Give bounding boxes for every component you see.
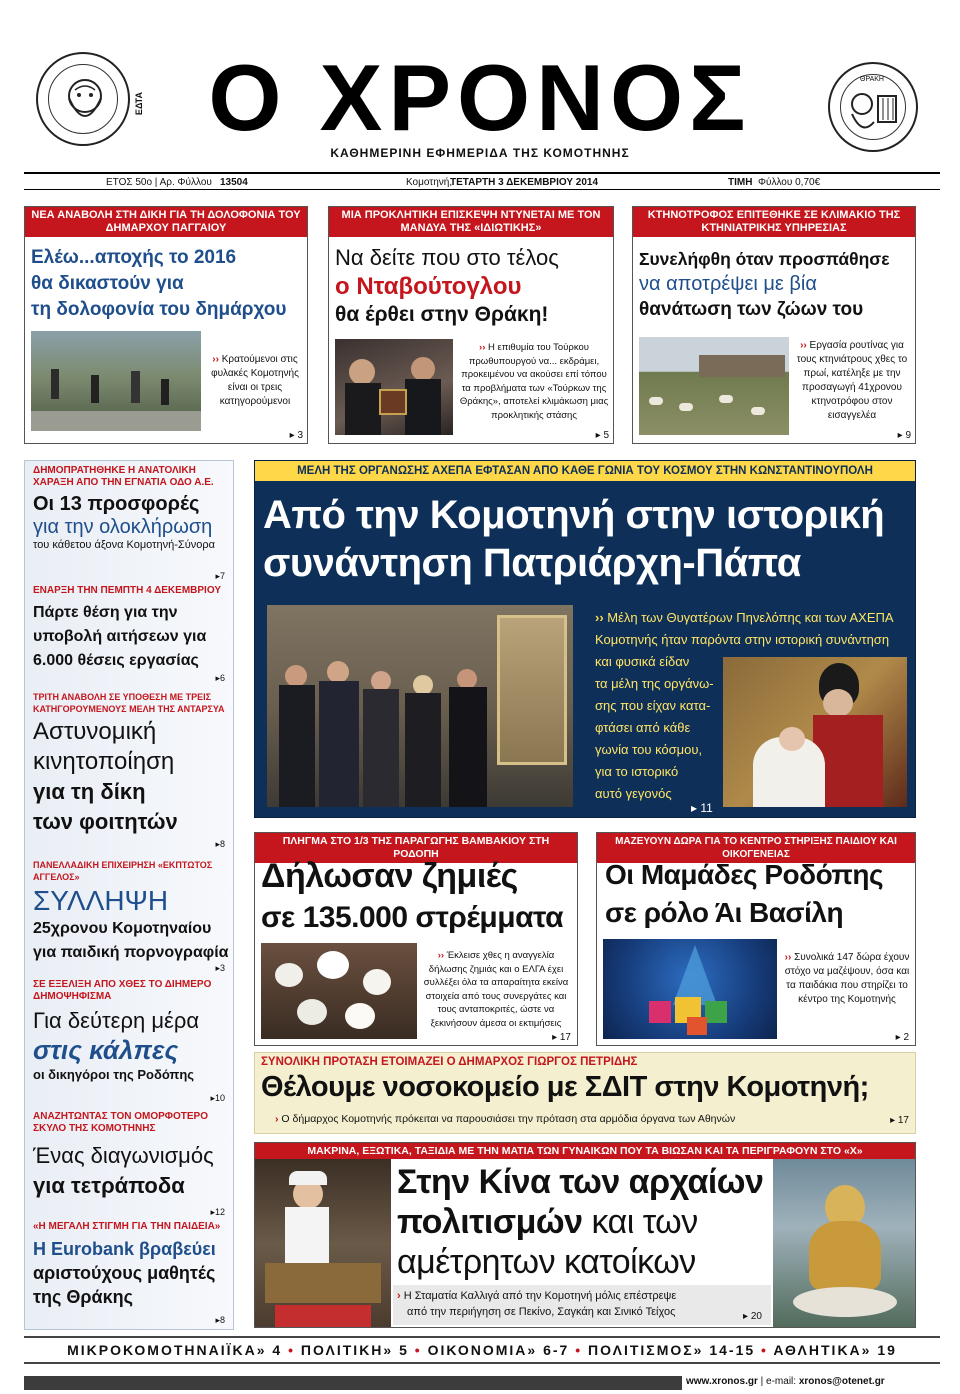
page-reference[interactable]: ▸ 11	[691, 801, 713, 815]
sidebar-line-2[interactable]: 25χρονου Κομοτηναίου	[33, 920, 212, 937]
red-arrow-icon: ›	[275, 1113, 282, 1125]
sidebar-line-2[interactable]: υποβολή αιτήσεων για	[33, 628, 207, 645]
nav-separator: •	[761, 1342, 774, 1358]
caption-line-2: Κομοτηνής ήταν παρόντα στην ιστορική συνάντηση	[595, 632, 890, 647]
patriarch-pope-photo	[723, 657, 907, 807]
caption-line-9: αυτό γεγονός	[595, 786, 672, 801]
cotton-photo	[261, 943, 417, 1039]
sidebar-line-3: οι δικηγόροι της Ροδόπης	[33, 1067, 195, 1082]
yellow-arrow-icon: ››	[595, 610, 608, 625]
story-summary: ›› Έκλεισε χθες η αναγγελία δήλωσης ζημιάς και ο ΕΛΓΑ έχει συλλέξει όλα τα απαραίτητα εκείνα στοιχεία από τους συνεργάτες και τους ανταποκριτές, ώστε να ξεκινήσουν άμεσα οι εκτιμήσεις	[423, 950, 569, 1029]
red-arrow-icon: ››	[800, 340, 810, 351]
buddha-statue-photo	[773, 1159, 916, 1328]
story-headline-1[interactable]: Δήλωσαν ζημιές	[261, 857, 518, 895]
masthead-subtitle: ΚΑΘΗΜΕΡΙΝΗ ΕΦΗΜΕΡΙΔΑ ΤΗΣ ΚΟΜΟΤΗΝΗΣ	[330, 146, 630, 160]
feature-headline[interactable]	[263, 491, 909, 587]
sidebar-kicker: ΑΝΑΖΗΤΩΝΤΑΣ ΤΟΝ ΟΜΟΡΦΟΤΕΡΟ ΣΚΥΛΟ ΤΗΣ ΚΟΜΟΤΗΝΗΣ	[33, 1111, 209, 1134]
email-link[interactable]: xronos@otenet.gr	[798, 1376, 885, 1387]
story-kicker: ΝΕΑ ΑΝΑΒΟΛΗ ΣΤΗ ΔΙΚΗ ΓΙΑ ΤΗ ΔΟΛΟΦΟΝΙΑ ΤΟΥ ΔΗΜΑΡΧΟΥ ΠΑΓΓΑΙΟΥ	[25, 207, 307, 237]
page-reference[interactable]: ▸ 20	[743, 1311, 762, 1322]
left-seal-logo	[36, 52, 130, 146]
story-headline[interactable]: Θέλουμε νοσοκομείο με ΣΔΙΤ στην Κομοτηνή;	[261, 1071, 869, 1103]
masthead-title[interactable]: Ο ΧΡΟΝΟΣ	[208, 45, 752, 150]
caption-line-3: και φυσικά είδαν	[595, 654, 690, 669]
sidebar-kicker: ΕΝΑΡΞΗ ΤΗΝ ΠΕΜΠΤΗ 4 ΔΕΚΕΜΒΡΙΟΥ	[33, 585, 221, 596]
red-arrow-icon: ››	[784, 952, 795, 963]
sidebar-kicker: «Η ΜΕΓΑΛΗ ΣΤΙΓΜΗ ΓΙΑ ΤΗΝ ΠΑΙΔΕΙΑ»	[33, 1221, 221, 1232]
sidebar-line-1[interactable]: Η Eurobank βραβεύει	[33, 1239, 216, 1259]
caption-line-1: ›› Μέλη των Θυγατέρων Πηνελόπης και των ΑΧΕΠΑ	[595, 610, 894, 625]
red-arrow-icon: ››	[479, 342, 489, 353]
price-value: Φύλλου 0,70€	[758, 177, 821, 188]
sidebar-line-1[interactable]: Οι 13 προσφορές	[33, 493, 200, 515]
story-summary: › Ο δήμαρχος Κομοτηνής πρόκειται να παρουσιάσει την πρόταση στα αρμόδια όργανα των Αθηνών	[275, 1113, 736, 1125]
nav-separator: •	[288, 1342, 301, 1358]
feature-headline-1[interactable]: Από την Κομοτηνή στην ιστορική	[263, 493, 885, 537]
sidebar-kicker: ΣΕ ΕΞΕΛΙΞΗ ΑΠΟ ΧΘΕΣ ΤΟ ΔΙΗΜΕΡΟ ΔΗΜΟΨΗΦΙΣΜΑ	[33, 979, 212, 1002]
sidebar-item-lawyers[interactable]	[33, 979, 229, 1107]
page-reference[interactable]: ▸12	[210, 1207, 225, 1217]
christmas-gifts-photo	[603, 939, 777, 1039]
page-reference[interactable]: ▸7	[215, 571, 225, 581]
sidebar-line-3: του κάθετου άξονα Κομοτηνή-Σύνορα	[33, 539, 215, 551]
page-reference[interactable]: ▸6	[215, 673, 225, 683]
story-summary: ›› Η επιθυμία του Τούρκου πρωθυπουργού να... εκδράμει, προκειμένου να ακούσει επί τόπου τα προβλήματα των «Τούρκων της Θράκης», αποτελεί κλιμάκωση μιας προκλητικής στάσης	[459, 342, 609, 421]
nav-item-politiki[interactable]: ΠΟΛΙΤΙΚΗ» 5	[300, 1342, 409, 1358]
story-kicker: ΣΥΝΟΛΙΚΗ ΠΡΟΤΑΣΗ ΕΤΟΙΜΑΖΕΙ Ο ΔΗΜΑΡΧΟΣ ΓΙΩΡΓΟΣ ΠΕΤΡΙΔΗΣ	[261, 1056, 638, 1068]
sidebar-line-2[interactable]: αριστούχους μαθητές	[33, 1263, 216, 1283]
story-headline-3[interactable]: θα έρθει στην Θράκη!	[335, 303, 549, 326]
sidebar-line-3[interactable]: της Θράκης	[33, 1287, 133, 1307]
story-headline-2[interactable]: θα δικαστούν για	[31, 273, 184, 294]
story-cotton-damages[interactable]	[254, 832, 578, 1046]
dateline-place: Κομοτηνή,	[406, 177, 453, 188]
story-hospital[interactable]	[254, 1052, 916, 1134]
left-side-label: ΕΔΤΑ	[134, 92, 144, 116]
sidebar-line-2[interactable]: στις κάλπες	[33, 1035, 179, 1065]
caption-line-4: τα μέλη της οργάνω-	[595, 676, 714, 691]
right-seal-label: ΘΡΑΚΗ	[860, 76, 884, 83]
story-headline-2[interactable]: σε 135.000 στρέμματα	[261, 901, 564, 934]
page-reference[interactable]: ▸8	[215, 1315, 225, 1325]
price-label: ΤΙΜΗ	[728, 177, 753, 188]
sidebar-kicker: ΔΗΜΟΠΡΑΤΗΘΗΚΕ Η ΑΝΑΤΟΛΙΚΗ ΧΑΡΑΞΗ ΑΠΟ ΤΗΝ ΕΓΝΑΤΙΑ ΟΔΟ Α.Ε.	[33, 465, 214, 488]
left-sidebar	[24, 460, 234, 1330]
story-kicker: ΚΤΗΝΟΤΡΟΦΟΣ ΕΠΙΤΕΘΗΚΕ ΣΕ ΚΛΙΜΑΚΙΟ ΤΗΣ ΚΤΗΝΙΑΤΡΙΚΗΣ ΥΠΗΡΕΣΙΑΣ	[633, 207, 915, 237]
caption-line-6: φτάσει από κάθε	[595, 720, 691, 735]
story-headline-1[interactable]: Στην Κίνα των αρχαίων	[397, 1163, 764, 1201]
sidebar-item-jobs[interactable]	[33, 585, 229, 685]
story-summary: ›› Κρατούμενοι στις φυλακές Κομοτηνής είναι οι τρεις κατηγορούμενοι	[211, 354, 299, 407]
red-arrow-icon: ››	[437, 950, 447, 961]
sidebar-line-3[interactable]: για παιδική πορνογραφία	[33, 944, 229, 961]
page-reference[interactable]: ▸8	[215, 839, 225, 849]
nav-separator: •	[575, 1342, 588, 1358]
story-headline-1[interactable]: Οι Μαμάδες Ροδόπης	[605, 859, 884, 890]
dateline-date: ΤΕΤΑΡΤΗ 3 ΔΕΚΕΜΒΡΙΟΥ 2014	[450, 177, 599, 188]
page-reference[interactable]: ▸ 9	[897, 430, 911, 441]
caption-line-5: σης που είχαν κατα-	[595, 698, 711, 713]
story-summary: ›› Εργασία ρουτίνας για τους κτηνιάτρους χθες το πρωί, κατέληξε με την προσαγωγή 41χρονου κτηνοτρόφου στον εισαγγελέα	[796, 340, 908, 421]
story-kicker: ΜΑΚΡΙΝΑ, ΕΞΩΤΙΚΑ, ΤΑΞΙΔΙΑ ΜΕ ΤΗΝ ΜΑΤΙΑ ΤΩΝ ΓΥΝΑΙΚΩΝ ΠΟΥ ΤΑ ΒΙΩΣΑΝ ΚΑΙ ΤΑ ΠΕΡΙΓΡΑΦΟΥΝ ΣΤΟ «Χ»	[255, 1143, 915, 1159]
story-moms-santa[interactable]	[596, 832, 916, 1046]
feature-kicker: ΜΕΛΗ ΤΗΣ ΟΡΓΑΝΩΣΗΣ ΑΧΕΠΑ ΕΦΤΑΣΑΝ ΑΠΟ ΚΑΘΕ ΓΩΝΙΑ ΤΟΥ ΚΟΣΜΟΥ ΣΤΗΝ ΚΩΝΣΤΑΝΤΙΝΟΥΠΟΛΗ	[255, 461, 915, 481]
story-headline-3[interactable]: τη δολοφονία του δημάρχου	[31, 299, 287, 320]
nav-item-mikrokomotinaika[interactable]: ΜΙΚΡΟΚΟΜΟΤΗΝΑΙΪΚΑ» 4	[67, 1342, 283, 1358]
sidebar-line-1[interactable]: Αστυνομική	[33, 718, 157, 745]
page-reference[interactable]: ▸ 17	[890, 1115, 909, 1126]
caption-line-8: για το ιστορικό	[595, 764, 679, 779]
issue-number: 13504	[220, 177, 248, 188]
red-arrow-icon: ›	[397, 1290, 404, 1302]
summary-line-1: › Η Σταματία Καλλιγά από την Κομοτηνή μόλις επέστρεψε	[397, 1290, 677, 1302]
story-headline-2[interactable]: σε ρόλο Άι Βασίλη	[605, 897, 844, 928]
sidebar-kicker: ΠΑΝΕΛΛΑΔΙΚΗ ΕΠΙΧΕΙΡΗΣΗ «ΕΚΠΤΩΤΟΣ ΑΓΓΕΛΟΣ»	[33, 860, 213, 882]
dateline	[24, 172, 940, 190]
feature-headline-2[interactable]: συνάντηση Πατριάρχη-Πάπα	[263, 541, 801, 585]
china-market-photo	[255, 1159, 391, 1328]
footer-contact	[686, 1376, 940, 1387]
sidebar-line-1[interactable]: ΣΥΛΛΗΨΗ	[33, 885, 169, 916]
story-kicker: ΠΛΗΓΜΑ ΣΤΟ 1/3 ΤΗΣ ΠΑΡΑΓΩΓΗΣ ΒΑΜΒΑΚΙΟΥ ΣΤΗ ΡΟΔΟΠΗ	[255, 833, 577, 863]
sidebar-line-1[interactable]: Πάρτε θέση για την	[33, 604, 178, 621]
nav-item-oikonomia[interactable]: ΟΙΚΟΝΟΜΙΑ» 6-7	[427, 1342, 570, 1358]
story-headline-1[interactable]: Συνελήφθη όταν προσπάθησε	[639, 249, 890, 269]
sidebar-line-3[interactable]: για τη δίκη	[33, 779, 146, 804]
sidebar-kicker: ΤΡΙΤΗ ΑΝΑΒΟΛΗ ΣΕ ΥΠΟΘΕΣΗ ΜΕ ΤΡΕΙΣ ΚΑΤΗΓΟΡΟΥΜΕΝΟΥΣ ΜΕΛΗ ΤΗΣ ΑΝΤΑΡΣΥΑ	[33, 692, 225, 714]
top-story-trial[interactable]	[24, 206, 308, 444]
story-headline-2[interactable]: πολιτισμών και των	[397, 1203, 698, 1241]
story-headline-3[interactable]: θανάτωση των ζώων του	[639, 299, 864, 320]
page-reference[interactable]: ▸ 5	[595, 430, 609, 441]
page-reference[interactable]: ▸ 3	[289, 430, 303, 441]
right-seal-logo	[828, 62, 918, 152]
red-arrow-icon: ››	[212, 354, 222, 365]
sidebar-item-tenders[interactable]	[33, 465, 229, 583]
story-headline-2[interactable]: να αποτρέψει με βία	[639, 273, 817, 295]
davutoglu-photo	[335, 339, 453, 435]
story-china-travel[interactable]	[254, 1142, 916, 1328]
caption-line-7: γωνία του κόσμου,	[595, 742, 703, 757]
page-reference[interactable]: ▸ 17	[552, 1032, 571, 1043]
sidebar-item-eurobank[interactable]	[33, 1221, 229, 1327]
story-headline-1[interactable]: Να δείτε που στο τέλος	[335, 245, 559, 270]
sidebar-line-1[interactable]: Ένας διαγωνισμός	[33, 1143, 214, 1168]
section-navigation	[24, 1336, 940, 1364]
story-kicker: ΜΑΖΕΥΟΥΝ ΔΩΡΑ ΓΙΑ ΤΟ ΚΕΝΤΡΟ ΣΤΗΡΙΞΗΣ ΠΑΙΔΙΟΥ ΚΑΙ ΟΙΚΟΓΕΝΕΙΑΣ	[597, 833, 915, 863]
email-label: | e-mail:	[760, 1376, 797, 1387]
sidebar-line-2[interactable]: κινητοποίηση	[33, 748, 175, 775]
story-kicker: ΜΙΑ ΠΡΟΚΛΗΤΙΚΗ ΕΠΙΣΚΕΨΗ ΝΤΥΝΕΤΑΙ ΜΕ ΤΟΝ ΜΑΝΔΥΑ ΤΗΣ «ΙΔΙΩΤΙΚΗΣ»	[329, 207, 613, 237]
group-photo	[267, 605, 573, 807]
nav-item-politismos[interactable]: ΠΟΛΙΤΙΣΜΟΣ» 14-15	[588, 1342, 756, 1358]
top-story-davutoglu[interactable]	[328, 206, 614, 444]
story-headline-3[interactable]: αμέτρητων κατοίκων	[397, 1243, 696, 1281]
nav-separator: •	[414, 1342, 428, 1358]
sidebar-item-arrest[interactable]	[33, 859, 229, 975]
story-headline-1[interactable]: Ελέω...αποχής το 2016	[31, 247, 237, 268]
story-summary: ›› Συνολικά 147 δώρα έχουν στόχο να μαζέψουν, όσα και τα παιδάκια που στηρίζει το κέντρο της Κομοτηνής	[784, 952, 910, 1005]
sidebar-item-dog-contest[interactable]	[33, 1111, 229, 1225]
livestock-photo	[639, 337, 789, 435]
footer-strip	[24, 1376, 682, 1390]
page-reference[interactable]: ▸ 2	[895, 1032, 909, 1043]
sidebar-line-4[interactable]: των φοιτητών	[33, 809, 178, 834]
courthouse-photo	[31, 331, 201, 431]
sidebar-line-2[interactable]: για την ολοκλήρωση	[33, 516, 213, 538]
year-issue-label: ΕΤΟΣ 50ο | Αρ. Φύλλου	[106, 177, 212, 188]
page-reference[interactable]: ▸10	[210, 1093, 225, 1103]
story-summary	[393, 1285, 771, 1325]
sidebar-line-1[interactable]: Για δεύτερη μέρα	[33, 1008, 200, 1033]
story-headline-2[interactable]: ο Νταβούτογλου	[335, 273, 522, 300]
summary-line-2: από την περιήγηση σε Πεκίνο, Σαγκάη και Σινικό Τείχος	[407, 1306, 676, 1318]
top-story-farmer[interactable]	[632, 206, 916, 444]
sidebar-item-police[interactable]	[33, 691, 229, 851]
sidebar-line-2[interactable]: για τετράποδα	[33, 1173, 185, 1198]
nav-item-athlitika[interactable]: ΑΘΛΗΤΙΚΑ» 19	[773, 1342, 897, 1358]
sidebar-line-3[interactable]: 6.000 θέσεις εργασίας	[33, 652, 199, 669]
feature-story-patriarch[interactable]	[254, 460, 916, 818]
page-reference[interactable]: ▸3	[215, 963, 225, 973]
website-link[interactable]: www.xronos.gr	[686, 1376, 758, 1387]
